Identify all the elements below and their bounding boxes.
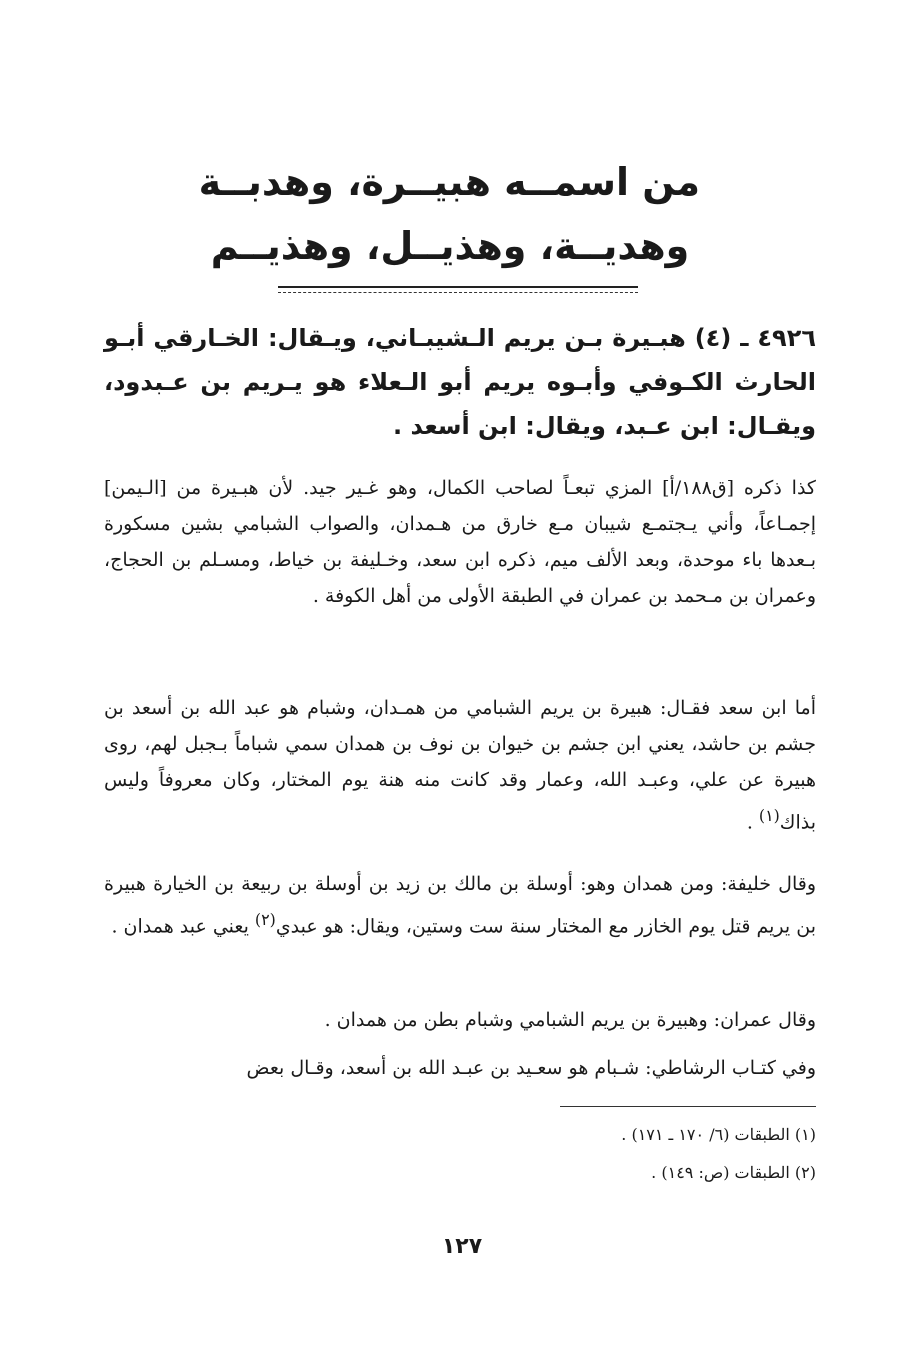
title-underline-dashed: [278, 292, 638, 293]
footnote-separator: [560, 1106, 816, 1107]
chapter-title-line-1: من اسمــه هبيــرة، وهدبــة: [198, 160, 700, 204]
paragraph-3-text: وقال خليفة: ومن همدان وهو: أوسلة بن مالك بن زيد بن أوسلة بن ربيعة بن الخيارة هبيرة بن يريم قتل يوم الخازر مع المختار سنة ست وستين، ويقال: هو عبدي: [104, 873, 816, 938]
footnote-1: (١) الطبقات (٦/ ١٧٠ ـ ١٧١) .: [621, 1125, 816, 1144]
paragraph-3: [104, 866, 816, 944]
paragraph-4: وقال عمران: وهبيرة بن يريم الشبامي وشبام بطن من همدان .: [324, 1009, 816, 1031]
paragraph-2: [104, 690, 816, 840]
footnote-2: (٢) الطبقات (ص: ١٤٩) .: [651, 1163, 816, 1182]
title-underline: [278, 286, 638, 288]
paragraph-1: كذا ذكره [ق١٨٨/أ] المزي تبعـاً لصاحب الكمال، وهو غـير جيد. لأن هبـيرة من [الـيمن] إجمـاعاً، وأني يـجتمـع شيبان مـع خارق من هـمدان، والصواب الشبامي بشين مسكورة بـعدها باء موحدة، وبعد الألف ميم، ذكره ابن سعد، وخـليفة بن خياط، ومسـلم بن الحجاج، وعمران بن مـحمد بن عمران في الطبقة الأولى من أهل الكوفة .: [104, 477, 817, 607]
chapter-title-line-2: وهديــة، وهذيــل، وهذيــم: [210, 224, 690, 268]
footnote-ref-2: (٢): [254, 910, 276, 929]
paragraph-5: وفي كتـاب الرشاطي: شـبام هو سعـيد بن عبـد الله بن أسعد، وقـال بعض: [246, 1057, 816, 1079]
paragraph-3-end: يعني عبد همدان .: [111, 915, 255, 938]
paragraph-2-end: .: [746, 811, 759, 834]
page-number: ١٢٧: [441, 1234, 483, 1259]
entry-heading: ٤٩٢٦ ـ (٤) هبـيرة بـن يريم الـشيبـاني، ويـقال: الخـارقي أبـو الحارث الكـوفي وأبـوه يريم أبو الـعلاء هو يـريم بن عـبدود، ويقـال: ابن عـبد، ويقال: ابن أسعد .: [104, 324, 816, 440]
chapter-title: [200, 150, 700, 278]
paragraph-2-text: أما ابن سعد فقـال: هبيرة بن يريم الشبامي من همـدان، وشبام هو عبد الله بن أسعد بن جشم بن حاشد، يعني ابن جشم بن خيوان بن نوف بن همدان سمي شباماً بـجبل لهم، روى هبيرة عن علي، وعبـد الله، وعمار وقد كانت منه هنة يوم المختار، وكان معروفاً وليس بذاك: [104, 697, 816, 834]
footnote-ref-1: (١): [758, 806, 780, 825]
